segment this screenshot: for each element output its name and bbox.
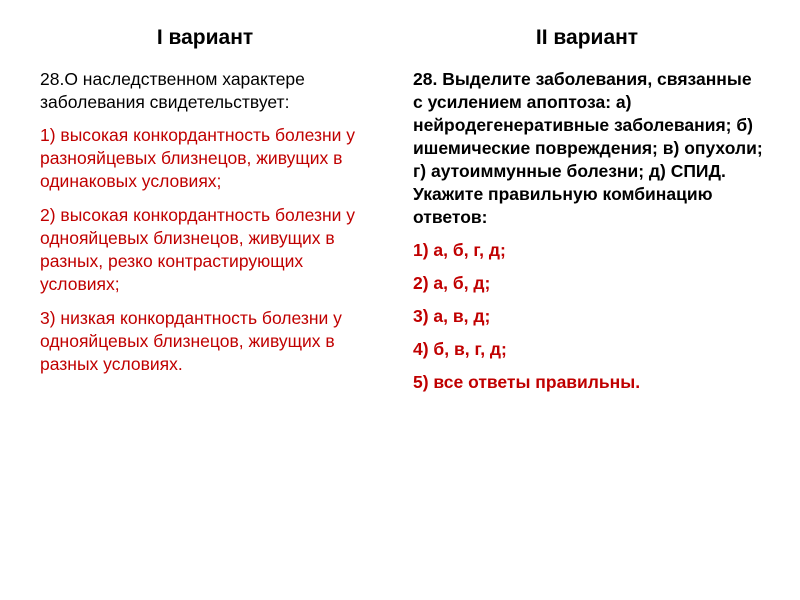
variant-2-answer-4: 4) б, в, г, д; xyxy=(413,339,507,359)
variant-1-column xyxy=(40,68,385,387)
variant-1-header: I вариант xyxy=(156,26,254,49)
variant-2-answer-5: 5) все ответы правильны. xyxy=(413,372,641,392)
variant-2-column xyxy=(413,68,763,404)
variant-2-question: 28. Выделите заболевания, связанные с усилением апоптоза: а) нейродегенеративные заболевания; б) ишемические повреждения; в) опухоли; г) аутоиммунные болезни; д) СПИД. Укажите правильную комбинацию ответов: xyxy=(413,69,763,227)
variant-2-answer-2: 2) а, б, д; xyxy=(413,273,491,293)
variant-2-answer-1: 1) а, б, г, д; xyxy=(413,240,506,260)
variant-1-answer-3: 3) низкая конкордантность болезни у однояйцевых близнецов, живущих в разных условиях. xyxy=(40,308,342,374)
variant-2-header: II вариант xyxy=(535,26,639,49)
variant-1-question: 28.О наследственном характере заболевания свидетельствует: xyxy=(40,69,305,112)
variant-2-answer-3: 3) а, в, д; xyxy=(413,306,491,326)
variant-1-answer-2: 2) высокая конкордантность болезни у однояйцевых близнецов, живущих в разных, резко контрастирующих условиях; xyxy=(40,205,356,294)
variant-1-answer-1: 1) высокая конкордантность болезни у разнояйцевых близнецов, живущих в одинаковых условиях; xyxy=(40,125,356,191)
